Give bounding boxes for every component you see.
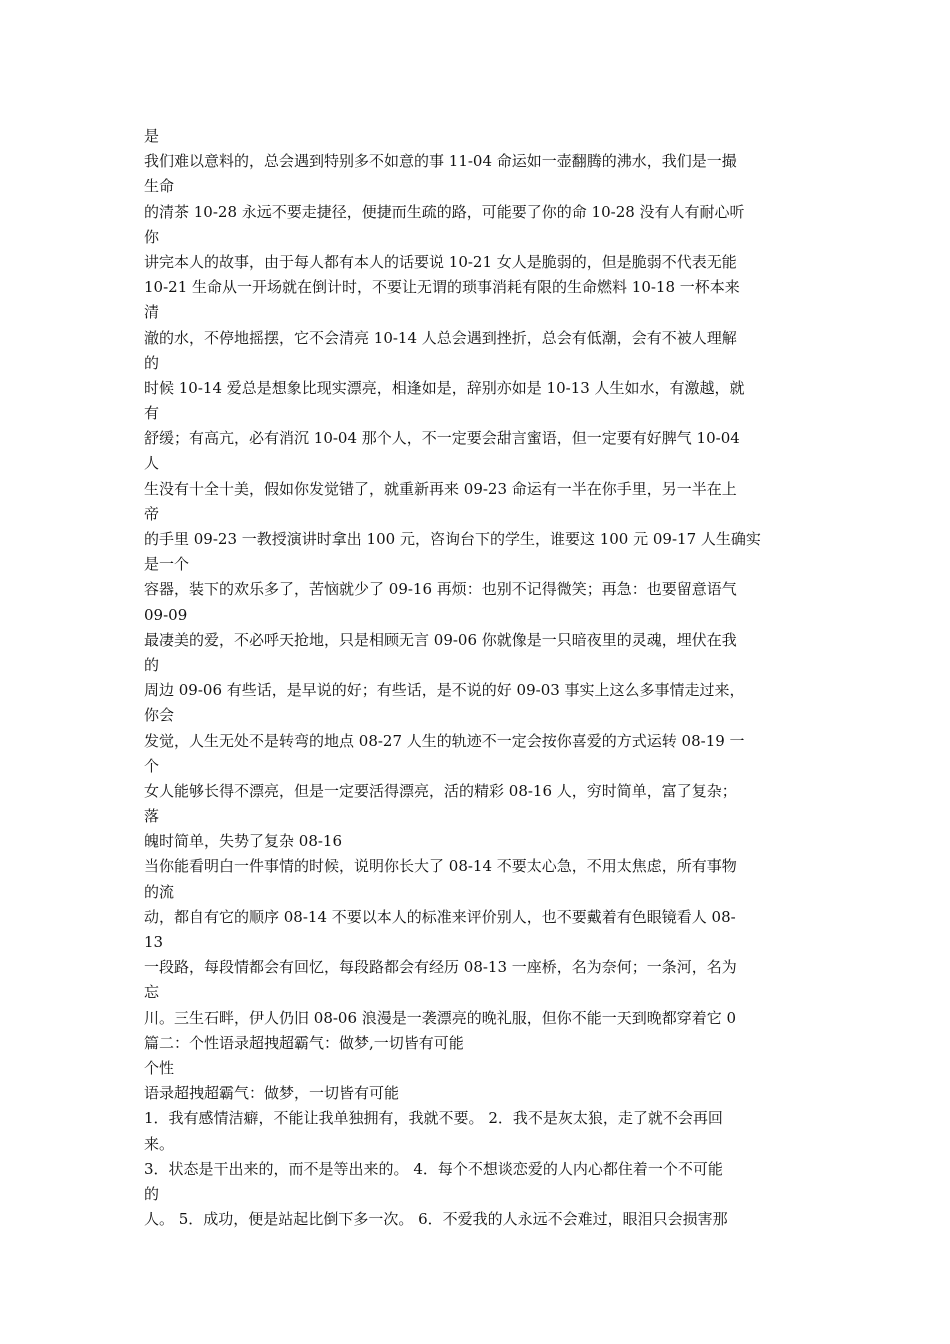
document-body — [144, 124, 810, 1232]
text-line: 忘 — [144, 983, 160, 1002]
text-line: 来。 — [144, 1134, 175, 1153]
text-line: 发觉，人生无处不是转弯的地点 08-27 人生的轨迹不一定会按你喜爱的方式运转 08-19 一 — [144, 731, 745, 750]
text-line: 你会 — [144, 706, 175, 725]
text-line: 13 — [144, 933, 164, 951]
text-line: 是 — [144, 127, 160, 145]
text-line: 的 — [144, 655, 160, 674]
text-line: 川。三生石畔，伊人仍旧 08-06 浪漫是一袭漂亮的晚礼服，但你不能一天到晚都穿着它 0 — [144, 1008, 737, 1027]
text-line: 09-09 — [144, 605, 188, 624]
text-line: 最凄美的爱，不必呼天抢地，只是相顾无言 09-06 你就像是一只暗夜里的灵魂，埋伏在我 — [144, 630, 737, 649]
text-line: 3．状态是干出来的，而不是等出来的。 4．每个不想谈恋爱的人内心都住着一个不可能 — [144, 1159, 723, 1178]
text-line: 动，都自有它的顺序 08-14 不要以本人的标准来评价别人，也不要戴着有色眼镜看人 08- — [144, 907, 736, 926]
text-line: 的 — [144, 353, 160, 372]
text-line: 有 — [144, 404, 160, 423]
text-line: 容器，装下的欢乐多了，苦恼就少了 09-16 再烦：也别不记得微笑；再急：也要留意语气 — [144, 580, 737, 599]
text-line: 女人能够长得不漂亮，但是一定要活得漂亮，活的精彩 08-16 人，穷时简单，富了复杂； — [144, 781, 737, 800]
text-line: 个性 — [144, 1058, 175, 1077]
text-line: 的流 — [144, 882, 175, 901]
text-line: 你 — [144, 227, 160, 246]
text-line: 清 — [144, 303, 160, 322]
text-line: 帝 — [144, 504, 160, 523]
text-line: 的手里 09-23 一教授演讲时拿出 100 元，咨询台下的学生，谁要这 100 元 09-17 人生确实 — [144, 530, 761, 548]
text-line: 澈的水，不停地摇摆，它不会清亮 10-14 人总会遇到挫折，总会有低潮，会有不被人理解 — [144, 328, 737, 347]
text-line: 个 — [144, 756, 160, 775]
section-heading: 篇二：个性语录超拽超霸气：做梦,一切皆有可能 — [144, 1033, 464, 1052]
text-line: 的 — [144, 1184, 160, 1203]
text-line: 周边 09-06 有些话，是早说的好；有些话，是不说的好 09-03 事实上这么多事情走过来， — [144, 681, 745, 700]
text-line: 落 — [144, 807, 160, 826]
text-line: 是一个 — [144, 555, 190, 574]
text-line: 舒缓；有高亢，必有消沉 10-04 那个人，不一定要会甜言蜜语，但一定要有好脾气 10-04 — [144, 429, 740, 448]
text-line: 人 — [144, 454, 160, 473]
text-line: 时候 10-14 爱总是想象比现实漂亮，相逢如是，辞别亦如是 10-13 人生如水，有激越，就 — [144, 378, 745, 397]
text-line: 生没有十全十美，假如你发觉错了，就重新再来 09-23 命运有一半在你手里，另一半在上 — [144, 479, 737, 498]
text-line: 魄时简单，失势了复杂 08-16 — [144, 832, 343, 851]
text-line: 生命 — [144, 177, 175, 196]
text-line: 语录超拽超霸气：做梦，一切皆有可能 — [144, 1084, 400, 1103]
text-line: 当你能看明白一件事情的时候，说明你长大了 08-14 不要太心急，不用太焦虑，所有事物 — [144, 857, 737, 876]
text-line: 一段路，每段情都会有回忆，每段路都会有经历 08-13 一座桥，名为奈何；一条河，名为 — [144, 958, 737, 977]
text-line: 的清茶 10-28 永远不要走捷径，便捷而生疏的路，可能要了你的命 10-28 没有人有耐心听 — [144, 202, 745, 221]
text-line: 我们难以意料的，总会遇到特别多不如意的事 11-04 命运如一壶翻腾的沸水，我们是一撮 — [144, 152, 737, 171]
text-line: 1．我有感情洁癖，不能让我单独拥有，我就不要。 2．我不是灰太狼，走了就不会再回 — [144, 1109, 723, 1128]
text-line: 讲完本人的故事，由于每人都有本人的话要说 10-21 女人是脆弱的，但是脆弱不代表无能 — [144, 252, 737, 271]
text-line: 10-21 生命从一开场就在倒计时，不要让无谓的琐事消耗有限的生命燃料 10-18 一杯本来 — [144, 278, 740, 297]
text-line: 人。 5．成功，便是站起比倒下多一次。 6．不爱我的人永远不会难过，眼泪只会损害那 — [144, 1210, 728, 1229]
